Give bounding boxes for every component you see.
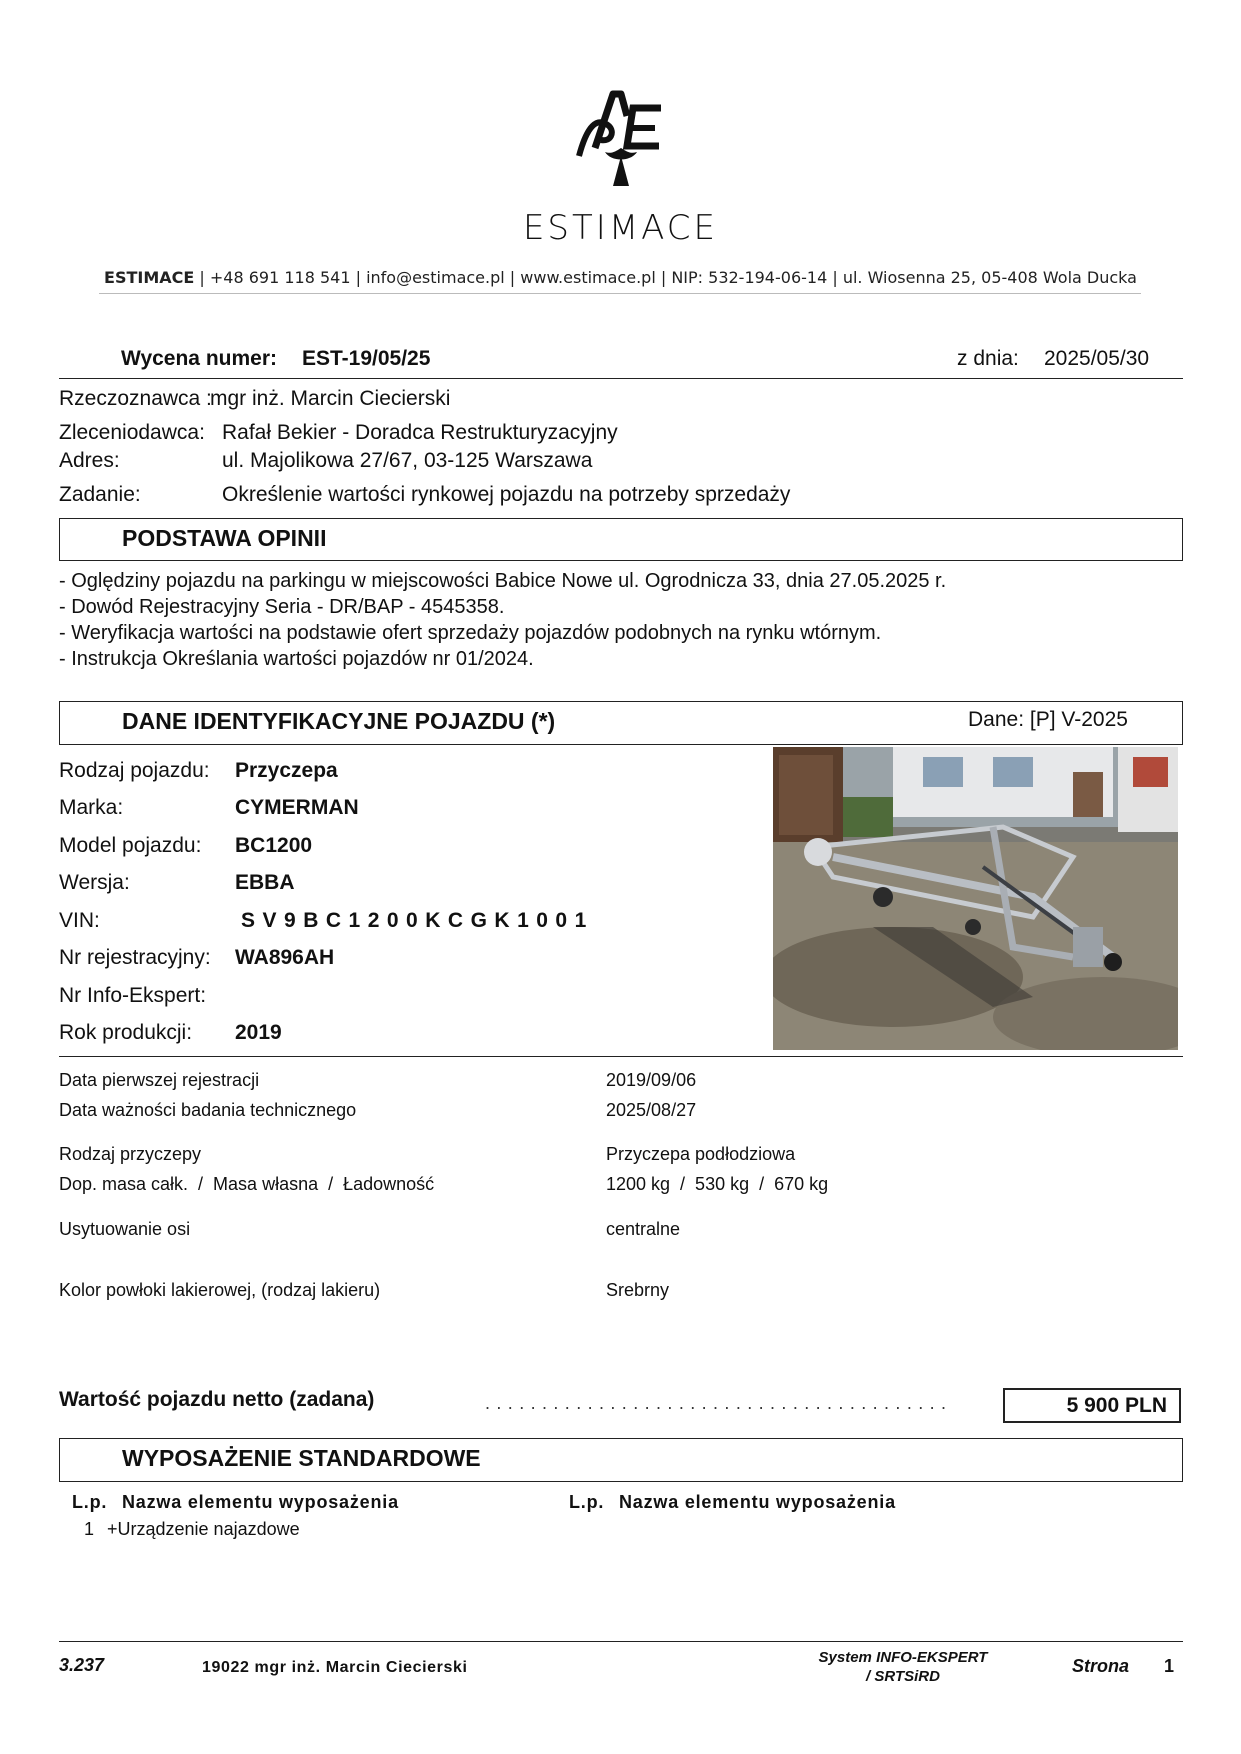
valuation-number-label: Wycena numer: — [121, 347, 277, 370]
brand-name: ESTIMACE — [522, 208, 719, 248]
valuation-divider — [59, 378, 1183, 379]
vehicle-vin-label: VIN: — [59, 909, 100, 932]
expert-name: mgr inż. Marcin Ciecierski — [210, 387, 451, 410]
equipment-title: WYPOSAŻENIE STANDARDOWE — [122, 1445, 481, 1471]
footer-system-line2: / SRTSiRD — [866, 1668, 940, 1685]
net-value-box — [1003, 1388, 1181, 1423]
detail-value: Przyczepa podłodziowa — [606, 1144, 796, 1164]
vehicle-type-value: Przyczepa — [235, 759, 338, 782]
detail-label: Kolor powłoki lakierowej, (rodzaj lakieru) — [59, 1280, 381, 1300]
basis-line: - Dowód Rejestracyjny Seria - DR/BAP - 4545358. — [59, 596, 505, 618]
detail-label: Data ważności badania technicznego — [59, 1100, 357, 1120]
vehicle-type-label: Rodzaj pojazdu: — [59, 759, 210, 782]
footer-system-line1: System INFO-EKSPERT — [818, 1649, 988, 1666]
valuation-date-label: z dnia: — [957, 347, 1019, 370]
basis-line: - Instrukcja Określania wartości pojazdów nr 01/2024. — [59, 648, 534, 670]
basis-title: PODSTAWA OPINII — [122, 525, 327, 551]
client-name: Rafał Bekier - Doradca Restrukturyzacyjny — [222, 421, 618, 444]
vehicle-vin-value: SV9BC1200KCGK1001 — [241, 909, 594, 932]
footer-code: 3.237 — [59, 1655, 105, 1675]
vehicle-photo — [773, 747, 1178, 1050]
contact-details: | +48 691 118 541 | info@estimace.pl | www.estimace.pl | NIP: 532-194-06-14 | ul. Wiosenna 25, 05-408 Wola Ducka — [194, 268, 1137, 287]
vehicle-make-label: Marka: — [59, 796, 124, 819]
vehicle-model-value: BC1200 — [235, 834, 313, 857]
equipment-item-name: +Urządzenie najazdowe — [107, 1519, 300, 1539]
header-divider — [99, 293, 1141, 294]
vehicle-divider — [59, 1056, 1183, 1057]
detail-label: Usytuowanie osi — [59, 1219, 191, 1239]
contact-company: ESTIMACE — [104, 268, 195, 287]
equipment-col-lp-2: L.p. — [569, 1492, 605, 1512]
basis-line: - Oględziny pojazdu na parkingu w miejscowości Babice Nowe ul. Ogrodnicza 33, dnia 27.05.2025 r. — [59, 570, 947, 592]
leader-dots: ......................................... — [485, 1393, 953, 1413]
equipment-col-name: Nazwa elementu wyposażenia — [122, 1492, 399, 1512]
detail-value: centralne — [606, 1219, 681, 1239]
detail-label: Data pierwszej rejestracji — [59, 1070, 260, 1090]
net-value-label: Wartość pojazdu netto (zadana) — [59, 1388, 375, 1411]
detail-value: 2019/09/06 — [606, 1070, 697, 1090]
address-value: ul. Majolikowa 27/67, 03-125 Warszawa — [222, 449, 593, 472]
footer-page-number: 1 — [1164, 1656, 1175, 1676]
vehicle-title: DANE IDENTYFIKACYJNE POJAZDU (*) — [122, 708, 556, 734]
net-value-amount: 5 900 PLN — [1066, 1394, 1167, 1417]
valuation-number: EST-19/05/25 — [302, 347, 431, 370]
basis-line: - Weryfikacja wartości na podstawie ofert sprzedaży pojazdów podobnych na rynku wtórnym. — [59, 622, 882, 644]
detail-value: 1200 kg / 530 kg / 670 kg — [606, 1174, 829, 1194]
address-label: Adres: — [59, 449, 120, 472]
task-label: Zadanie: — [59, 483, 141, 506]
vehicle-make-value: CYMERMAN — [235, 796, 359, 819]
vehicle-data-source: Dane: [P] V-2025 — [968, 708, 1128, 731]
footer-author: 19022 mgr inż. Marcin Ciecierski — [202, 1659, 468, 1676]
detail-value: Srebrny — [606, 1280, 670, 1300]
vehicle-version-value: EBBA — [235, 871, 295, 894]
contact-line — [0, 268, 1241, 287]
vehicle-year-label: Rok produkcji: — [59, 1021, 193, 1044]
vehicle-info-ekspert-label: Nr Info-Ekspert: — [59, 984, 207, 1007]
detail-label: Dop. masa całk. / Masa własna / Ładowność — [59, 1174, 435, 1194]
detail-value: 2025/08/27 — [606, 1100, 697, 1120]
equipment-col-name-2: Nazwa elementu wyposażenia — [619, 1492, 896, 1512]
detail-label: Rodzaj przyczepy — [59, 1144, 202, 1164]
footer-page-label: Strona — [1072, 1656, 1130, 1676]
vehicle-registration-label: Nr rejestracyjny: — [59, 946, 211, 969]
vehicle-registration-value: WA896AH — [235, 946, 335, 969]
estimace-logo-icon — [575, 86, 667, 190]
task-value: Określenie wartości rynkowej pojazdu na potrzeby sprzedaży — [222, 483, 791, 506]
footer-divider — [59, 1641, 1183, 1642]
vehicle-version-label: Wersja: — [59, 871, 130, 894]
vehicle-year-value: 2019 — [235, 1021, 282, 1044]
valuation-date: 2025/05/30 — [1044, 347, 1150, 370]
vehicle-model-label: Model pojazdu: — [59, 834, 202, 857]
equipment-item-lp: 1 — [84, 1519, 95, 1539]
equipment-col-lp: L.p. — [72, 1492, 108, 1512]
client-label: Zleceniodawca: — [59, 421, 205, 444]
expert-label: Rzeczoznawca : — [59, 387, 212, 410]
